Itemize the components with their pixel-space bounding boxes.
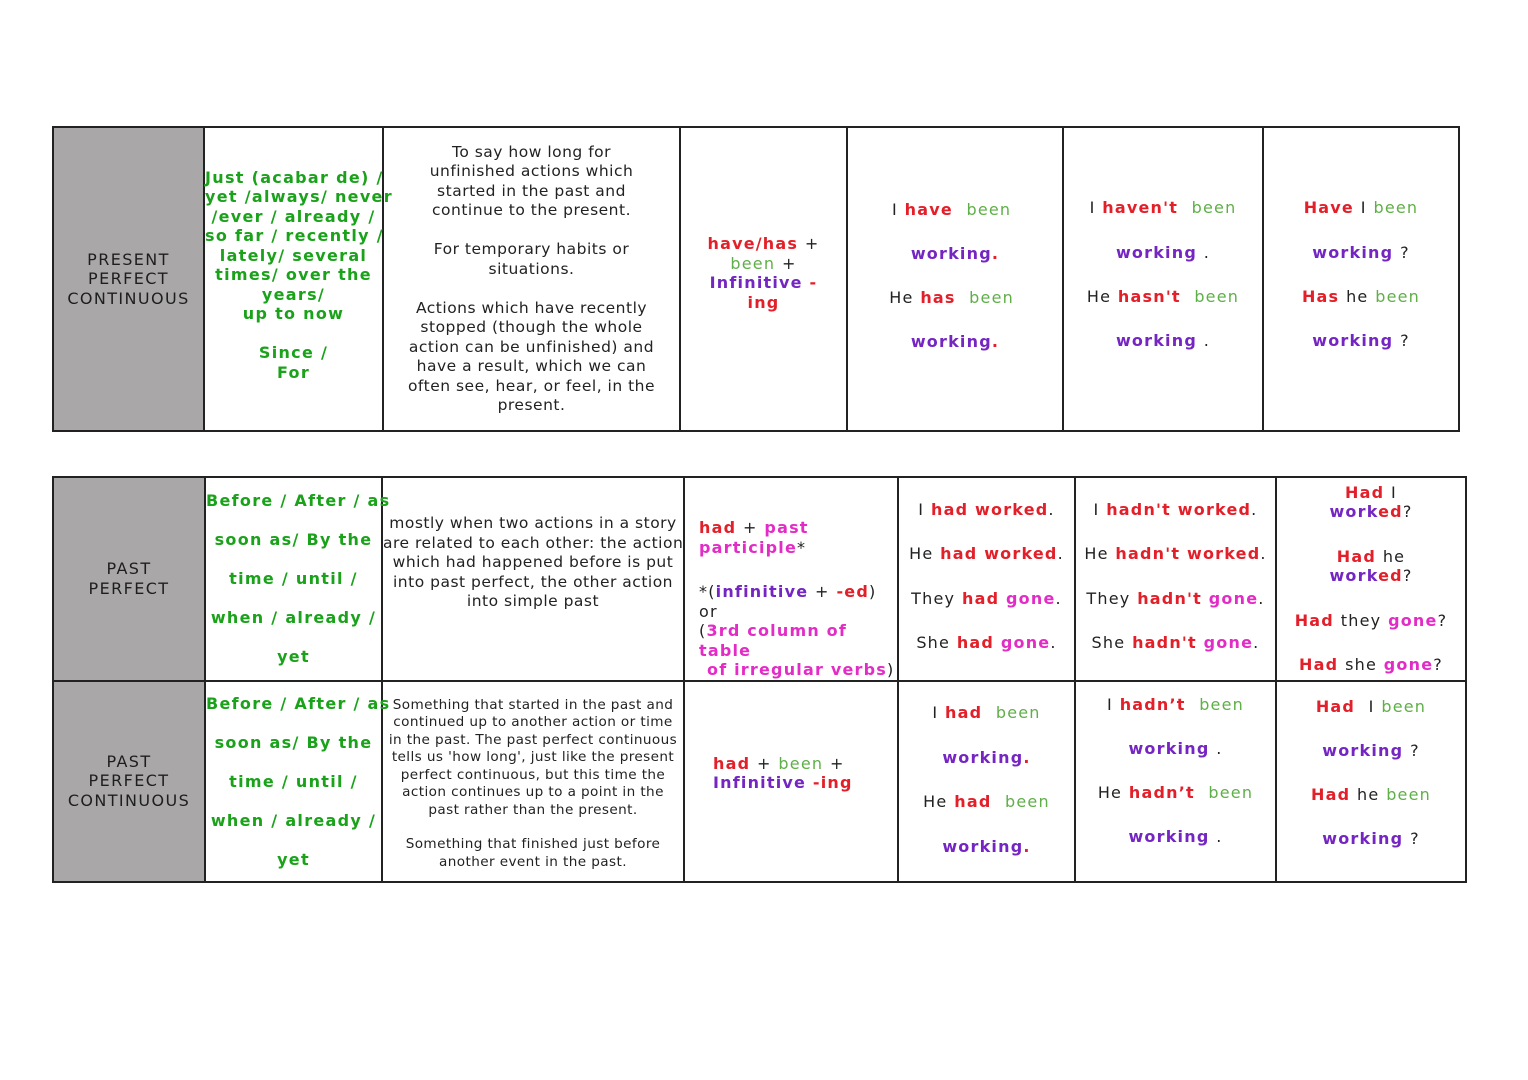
interrogative-cell [1276,681,1466,882]
form-cell: had + past participle* *(infinitive + -ed) or (3rd column of table of irregular verbs) [684,477,898,681]
interrogative-cell [1263,127,1459,431]
affirmative-cell [898,681,1075,882]
form-aux: had [713,753,751,773]
affirmative-example: I had been [932,703,1041,722]
usage-line: To say how long for [451,142,612,161]
tense-name-line: PAST [106,559,152,579]
interrogative-example: working ? [1312,331,1410,351]
usage-line: mostly when two actions in a story [389,514,677,532]
form-ing: -ing [812,773,853,792]
interrogative-example: working ? [1322,741,1420,760]
time-expression-line: yet /always/ never [205,187,393,207]
time-expression-line: soon as/ By the [214,732,373,752]
interrogative-example: Had she gone? [1299,655,1443,675]
interrogative-example: working ? [1312,242,1410,262]
form-been: been [778,753,824,773]
form-cell [680,127,847,431]
affirmative-example: He has been working. [889,288,1014,351]
affirmative-example: I have been working. [891,200,1012,263]
negative-cell [1075,681,1276,882]
affirmative-cell [847,127,1063,431]
affirmative-example: I had worked. [918,499,1055,519]
interrogative-example: Had I [1345,482,1397,502]
tense-name-line: CONTINUOUS [67,790,191,810]
usage-line: continued up to another action or time [393,714,673,731]
usage-line: For temporary habits or [433,240,630,258]
negative-example: working . [1115,242,1211,262]
tense-name-line: PERFECT [88,578,170,598]
form-infinitive: Infinitive [713,773,807,792]
present-perfect-continuous-table [52,126,1460,432]
time-expression-line: years/ [261,284,326,304]
usage-line: stopped (though the whole [420,318,643,336]
usage-line: in the past. The past perfect continuous [388,731,678,748]
usage-cell [382,477,684,681]
time-expression-line: yet [277,849,310,869]
tense-name-cell [53,127,204,431]
usage-line: action continues up to a point in the [402,784,664,801]
negative-example: I hadn't worked. [1093,499,1258,519]
negative-example: He hadn't worked. [1084,544,1267,564]
interrogative-example: Have I been [1303,198,1419,218]
time-expression-line: up to now [242,304,345,324]
time-expression-line: Before / After / as [206,693,391,713]
form-ing: ing [747,292,780,312]
negative-example: I haven't been [1089,198,1237,218]
time-expression-line: when / already / [210,608,377,628]
usage-line: Actions which have recently [415,298,648,317]
form-aux: had [699,518,737,537]
form-note: of irregular verbs) [707,660,895,679]
affirmative-example: He had been [923,792,1050,811]
form-plus: + [781,253,797,273]
negative-example: He hadn’t been [1097,783,1254,802]
interrogative-example: Had he been [1311,785,1431,804]
past-perfect-table [52,476,1467,883]
tense-name-line: PAST [106,751,152,771]
time-expressions-cell [205,681,391,882]
usage-line: another event in the past. [439,853,627,870]
form-dash: - [809,273,818,292]
usage-cell [382,681,684,882]
negative-cell [1063,127,1263,431]
form-participle: past [764,518,809,537]
affirmative-example: working. [942,836,1031,856]
usage-line: have a result, which we can [416,357,647,375]
form-cell: had + been + Infinitive -ing [684,681,898,882]
negative-example: working . [1115,331,1211,351]
interrogative-example: working ? [1322,829,1420,848]
affirmative-example: They had gone. [911,588,1062,608]
negative-example: I hadn’t been [1106,695,1244,714]
affirmative-example: He had worked. [909,544,1064,564]
form-note: (3rd column of table [699,621,848,660]
time-expression-line: lately/ several [219,245,368,265]
affirmative-example: She had gone. [916,633,1057,653]
usage-line: Something that finished just before [405,836,661,853]
time-expression-line: /ever / already / [211,206,376,226]
usage-line: action can be unfinished) and [408,337,655,356]
usage-line: are related to each other: the action [383,533,684,552]
usage-cell [383,127,680,431]
form-plus: + [804,234,820,253]
interrogative-example: Had he [1336,546,1406,566]
usage-line: unfinished actions which [429,162,634,180]
time-expression-line: Just (acabar de) / [205,167,384,187]
affirmative-cell [898,477,1075,681]
usage-line: perfect continuous, but this time the [400,766,666,783]
negative-example: They hadn't gone. [1086,588,1265,608]
form-been: been [730,253,776,273]
negative-cell [1075,477,1276,681]
affirmative-example: working. [942,747,1031,767]
usage-line: Something that started in the past and [392,696,674,713]
time-expression-line: so far / recently / [205,226,384,246]
tense-name-cell [53,477,205,681]
interrogative-cell: Had I worked? Had he worked? Had they gone? Had she gone? [1276,477,1466,681]
negative-example: working . [1128,739,1223,758]
usage-line: continue to the present. [431,201,632,219]
usage-line: often see, hear, or feel, in the [407,376,656,395]
time-expression-line: times/ over the [215,265,372,285]
time-expressions-cell [205,477,391,681]
usage-line: which had happened before is put [392,553,674,571]
usage-line: tells us 'how long', just like the present [391,749,675,766]
time-expression-line: time / until / [229,771,358,791]
usage-line: into past perfect, the other action [392,572,674,591]
interrogative-example: Had they gone? [1294,610,1448,630]
time-expressions-cell [204,127,393,431]
usage-line: into simple past [466,592,600,610]
tense-name-line: PERFECT [88,771,170,791]
tense-name-line: PERFECT [88,269,169,289]
tense-name-line: PRESENT [87,249,170,269]
interrogative-example: Has he been [1301,287,1421,306]
time-expression-line: For [276,362,311,382]
interrogative-example: Had I been [1315,697,1427,716]
negative-example: working . [1128,827,1223,846]
time-expression-line: Before / After / as [206,491,391,511]
time-expression-line: yet [277,647,310,667]
time-expression-line: Since / [258,343,329,363]
time-expression-line: time / until / [229,569,358,589]
time-expression-line: when / already / [210,810,377,830]
form-participle: participle [699,537,798,557]
form-infinitive: Infinitive [709,273,803,292]
form-note: *(infinitive + -ed) or [699,582,877,621]
form-aux: have/has [707,234,799,253]
usage-line: situations. [488,259,575,278]
negative-example: She hadn't gone. [1091,633,1260,653]
usage-line: started in the past and [437,181,626,200]
tense-name-cell [53,681,205,882]
tense-name-line: CONTINUOUS [67,288,190,308]
negative-example: He hasn't been [1086,287,1240,306]
usage-line: past rather than the present. [428,801,638,818]
usage-line: present. [497,396,566,414]
time-expression-line: soon as/ By the [214,530,373,550]
